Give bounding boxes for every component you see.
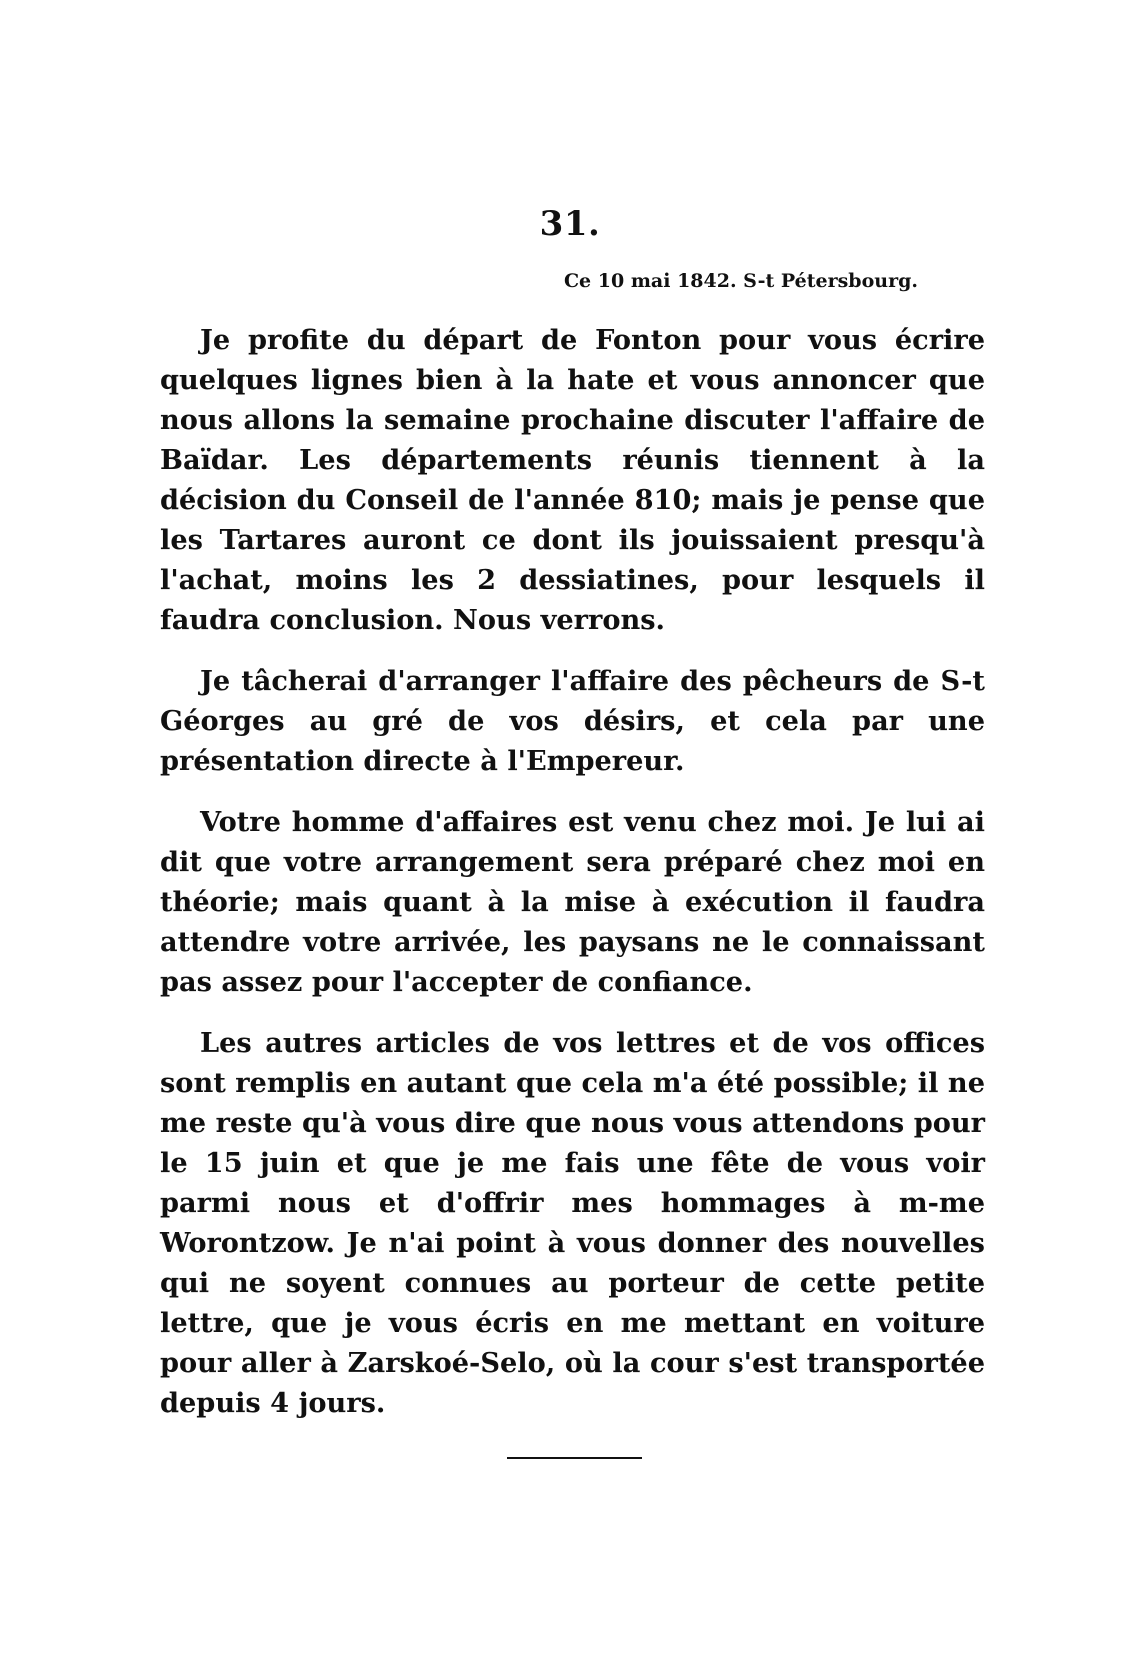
letter-number: 31.	[539, 204, 601, 244]
letter-body	[160, 320, 985, 1444]
paragraph-2: Je tâcherai d'arranger l'affaire des pêcheurs de S-t Géorges au gré de vos désirs, et cela par une présentation directe à l'Empereur.	[160, 665, 985, 777]
paragraph-3: Votre homme d'affaires est venu chez moi. Je lui ai dit que votre arrangement sera préparé chez moi en théorie; mais quant à la mise à exécution il faudra attendre votre arrivée, les paysans ne le connaissant pas assez pour l'accepter de confiance.	[160, 806, 985, 998]
paragraph-4: Les autres articles de vos lettres et de vos offices sont remplis en autant que cela m'a été possible; il ne me reste qu'à vous dire que nous vous attendons pour le 15 juin et que je me fais une fête de vous voir parmi nous et d'offrir mes hommages à m-me Worontzow. Je n'ai point à vous donner des nouvelles qui ne soyent connues au porteur de cette petite lettre, que je vous écris en me mettant en voiture pour aller à Zarskoé-Selo, où la cour s'est transportée depuis 4 jours.	[160, 1027, 985, 1419]
paragraph-1: Je profite du départ de Fonton pour vous écrire quelques lignes bien à la hate et vous annoncer que nous allons la semaine prochaine discuter l'affaire de Baïdar. Les départements réunis tiennent à la décision du Conseil de l'année 810; mais je pense que les Tartares auront ce dont ils jouissaient presqu'à l'achat, moins les 2 dessiatines, pour lesquels il faudra conclusion. Nous verrons.	[160, 324, 985, 636]
closing-rule	[507, 1457, 642, 1459]
dateline: Ce 10 mai 1842. S-t Pétersbourg.	[563, 270, 918, 292]
